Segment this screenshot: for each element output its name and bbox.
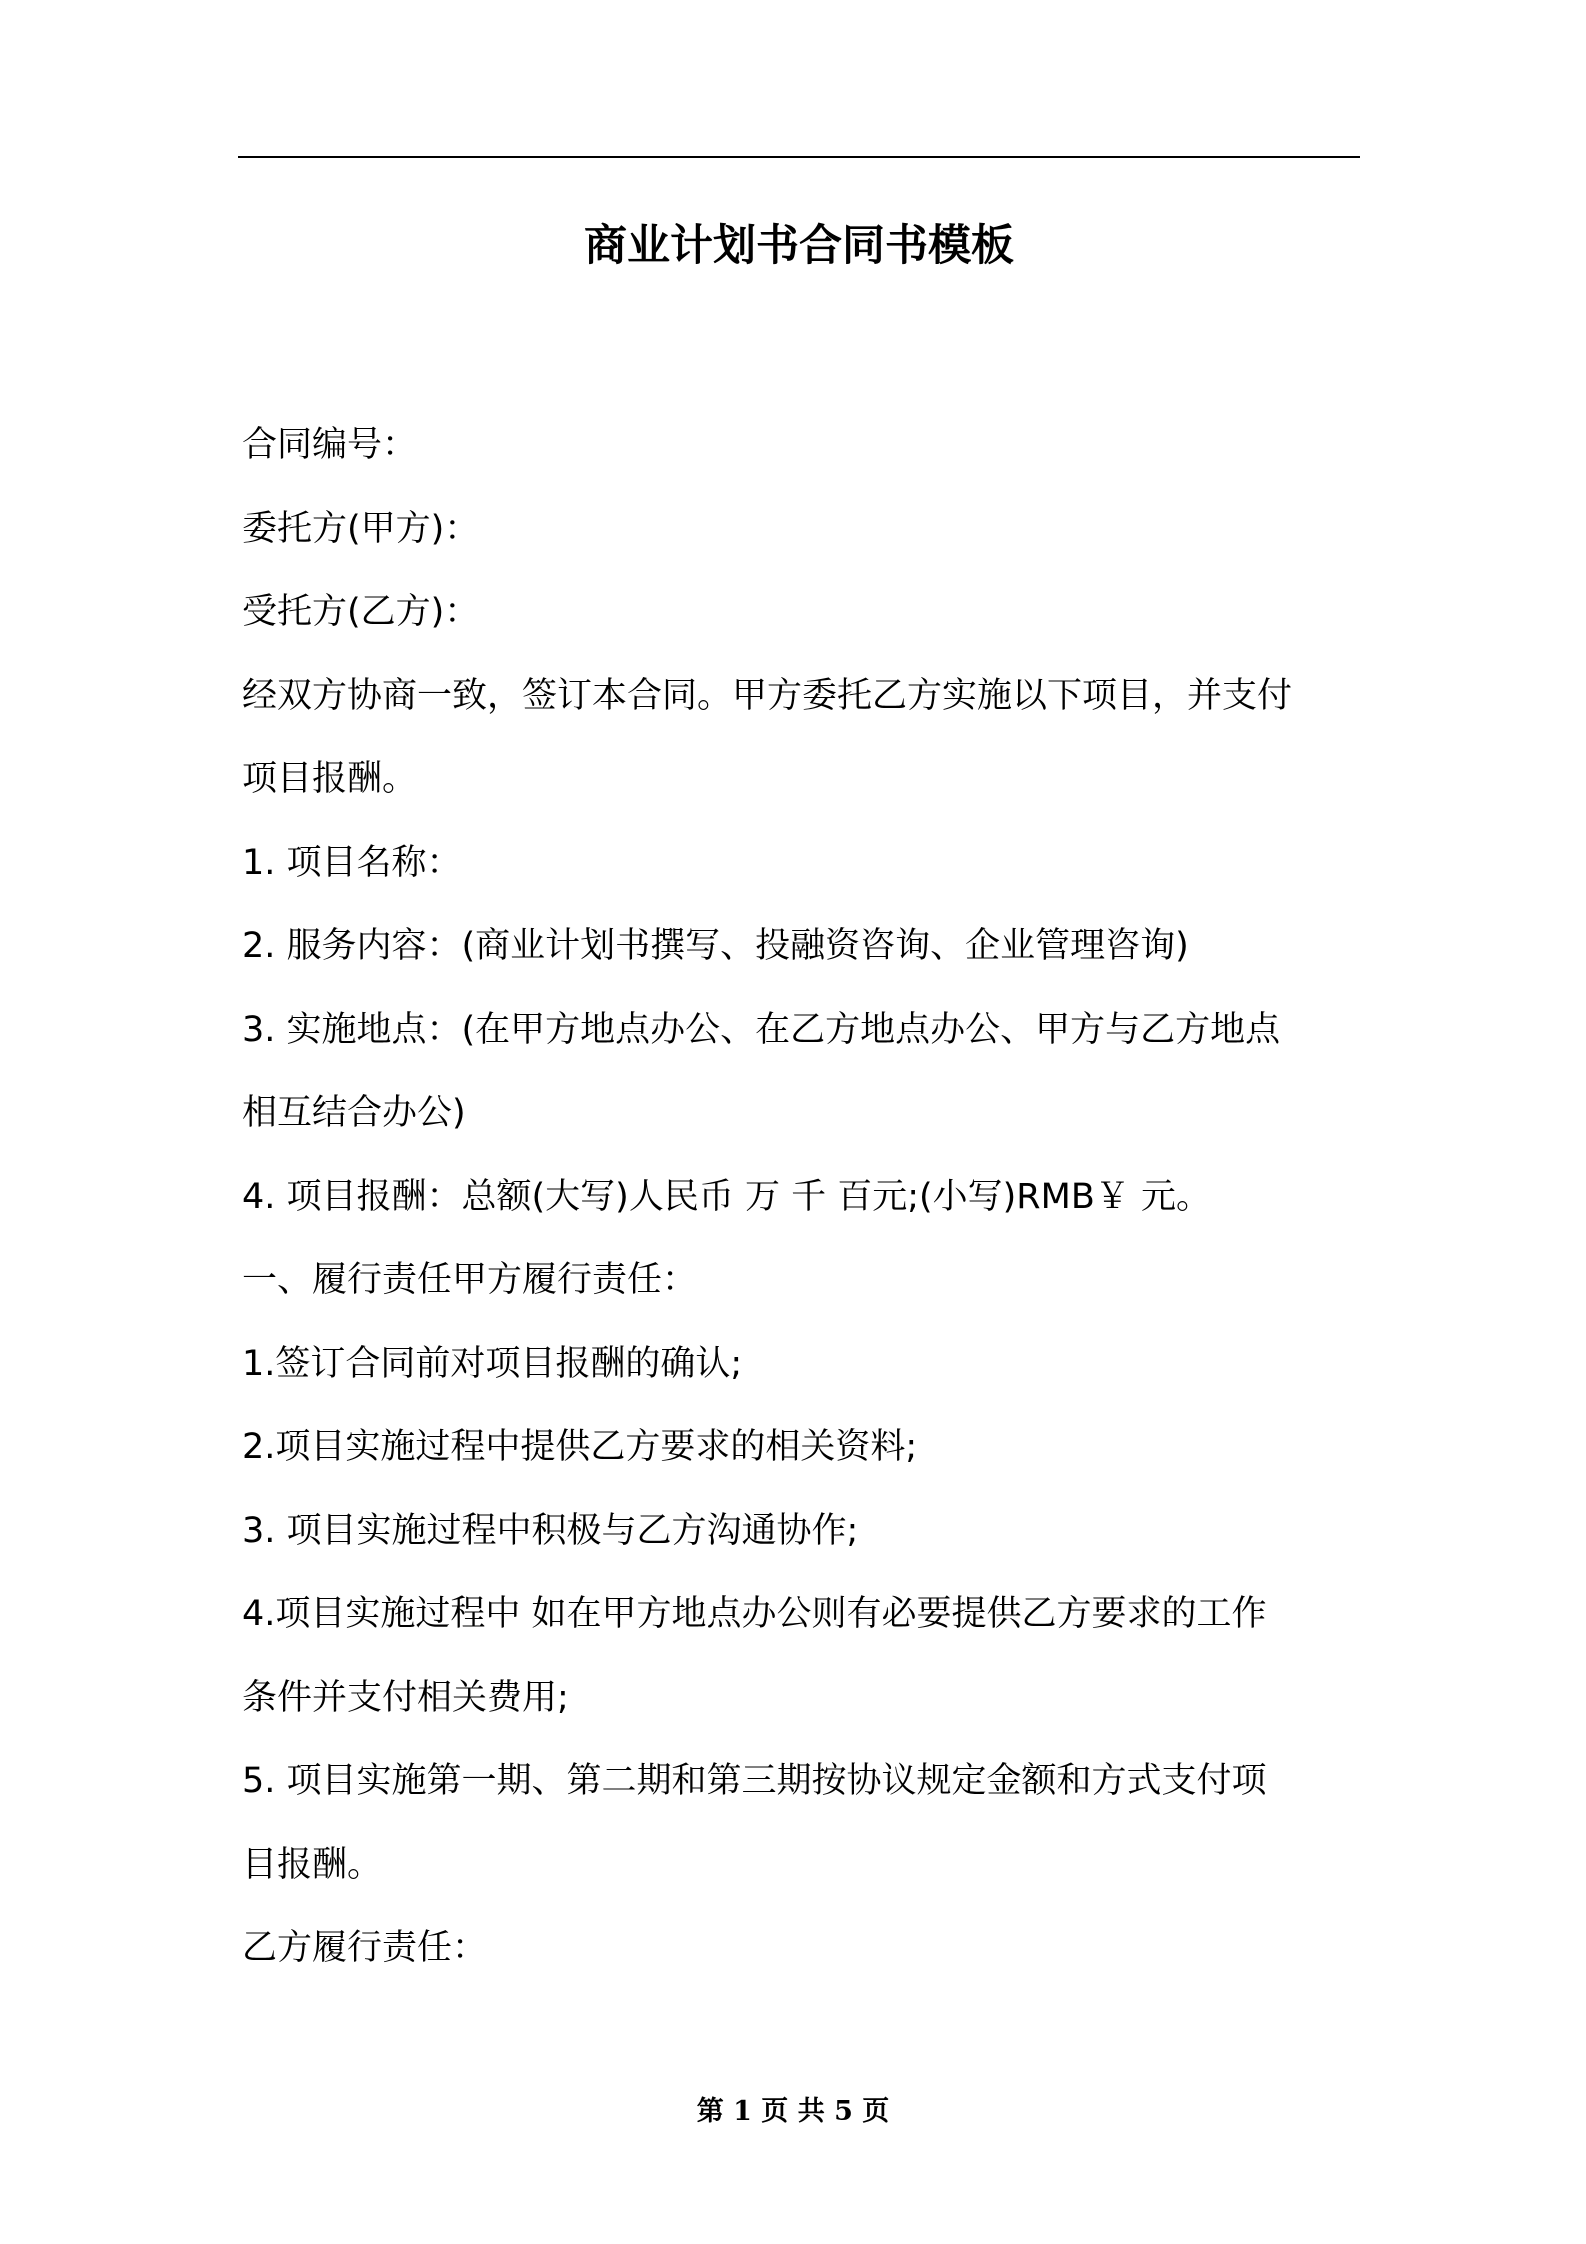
project-name-line: 1. 项目名称： [242,842,462,883]
party-a-duty-5-line-2: 目报酬。 [242,1844,383,1885]
service-content-line: 2. 服务内容：(商业计划书撰写、投融资咨询、企业管理咨询) [242,926,1189,966]
document-body [242,404,1364,1991]
page-number-footer: 第 1 页 共 5 页 [696,2096,890,2127]
party-a-duty-2: 2.项目实施过程中提供乙方要求的相关资料; [242,1427,918,1467]
party-a-duty-4-line-1: 4.项目实施过程中 如在甲方地点办公则有必要提供乙方要求的工作 [242,1594,1267,1634]
party-a-duty-5-line-1: 5. 项目实施第一期、第二期和第三期按协议规定金额和方式支付项 [242,1761,1267,1801]
intro-paragraph-line-1: 经双方协商一致，签订本合同。甲方委托乙方实施以下项目，并支付 [242,675,1293,716]
party-a-duty-3: 3. 项目实施过程中积极与乙方沟通协作; [242,1510,859,1551]
payment-line: 4. 项目报酬：总额(大写)人民币 万 千 百元;(小写)RMB￥ 元。 [242,1176,1211,1217]
location-line-2: 相互结合办公) [242,1093,466,1133]
party-b-line: 受托方(乙方)： [242,592,480,632]
party-b-duties-heading: 乙方履行责任： [242,1928,488,1968]
party-a-duty-1: 1.签订合同前对项目报酬的确认; [242,1343,743,1384]
party-a-duty-4-line-2: 条件并支付相关费用; [242,1677,569,1718]
section-heading-responsibilities: 一、履行责任甲方履行责任： [242,1260,698,1300]
location-line-1: 3. 实施地点：(在甲方地点办公、在乙方地点办公、甲方与乙方地点 [242,1009,1281,1050]
intro-paragraph-line-2: 项目报酬。 [242,759,418,799]
contract-number-line: 合同编号： [242,425,418,465]
document-title: 商业计划书合同书模板 [584,221,1014,271]
party-a-line: 委托方(甲方)： [242,508,480,549]
header-rule [238,156,1360,158]
